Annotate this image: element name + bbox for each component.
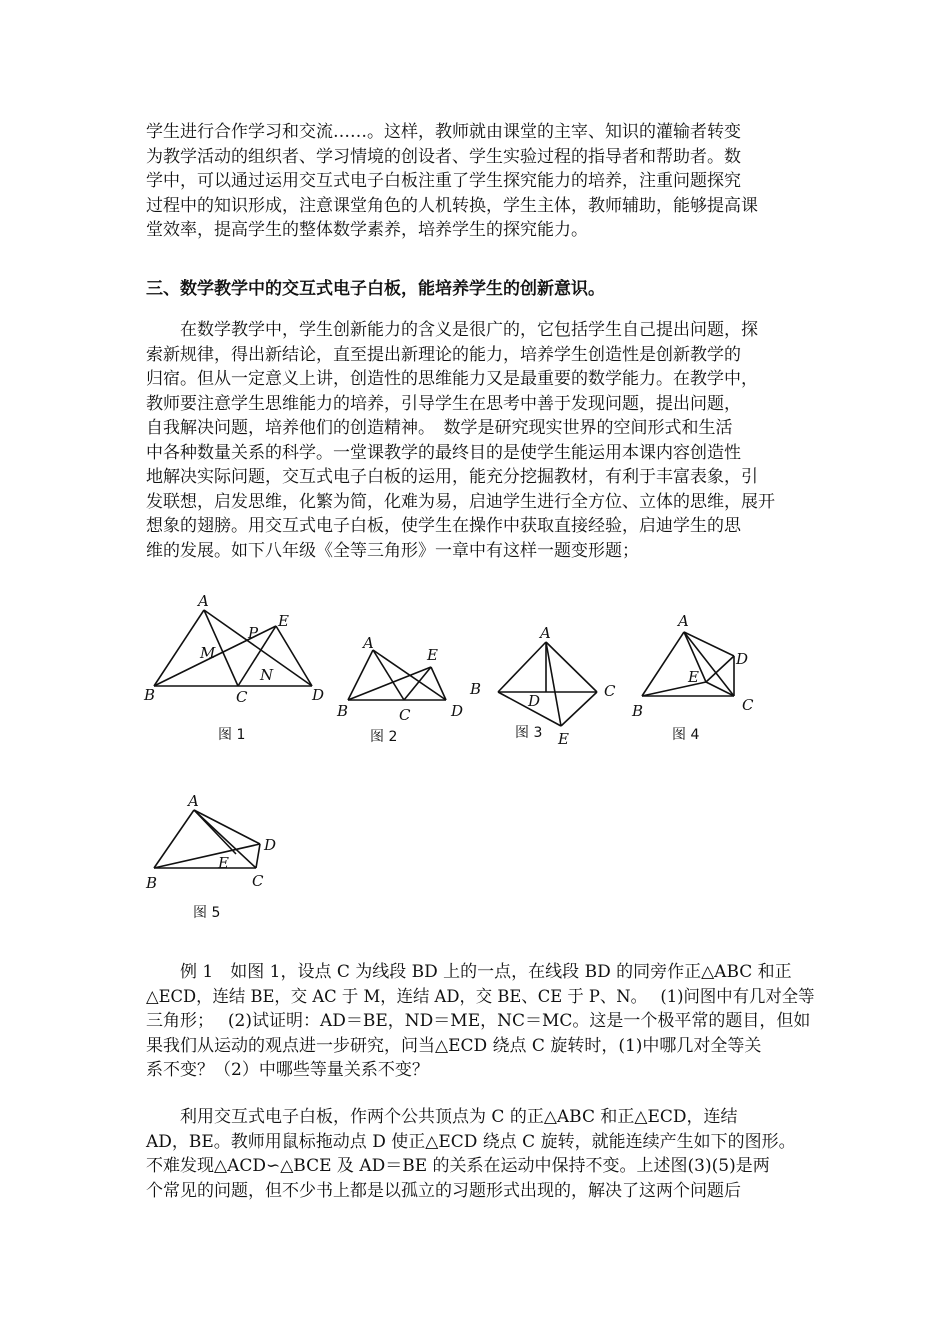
point-label: E <box>558 730 569 748</box>
text-line: △ECD，连结 BE，交 AC 于 M，连结 AD，交 BE、CE 于 P、N。 (1)问图中有几对全等 <box>146 986 815 1007</box>
point-label: C <box>252 872 264 890</box>
text-line: 索新规律，得出新结论，直至提出新理论的能力，培养学生创造性是创新教学的 <box>146 344 741 365</box>
text-line: 不难发现△ACD∽△BCE 及 AD＝BE 的关系在运动中保持不变。上述图(3)(5)是两 <box>146 1156 770 1176</box>
text-line: 地解决实际问题，交互式电子白板的运用，能充分挖掘教材，有利于丰富表象，引 <box>146 467 758 487</box>
section-heading: 三、数学教学中的交互式电子白板，能培养学生的创新意识。 <box>146 279 605 299</box>
text-line: 为教学活动的组织者、学习情境的创设者、学生实验过程的指导者和帮助者。数 <box>146 146 741 167</box>
figure-caption: 图 5 <box>193 905 221 921</box>
point-label: D <box>736 650 749 668</box>
text-line: 学中，可以通过运用交互式电子白板注重了学生探究能力的培养，注重问题探究 <box>146 171 741 191</box>
figure-caption: 图 1 <box>218 727 246 743</box>
section-paragraph <box>146 318 814 563</box>
point-label: N <box>260 666 274 684</box>
point-label: A <box>188 792 199 810</box>
figure-5 <box>140 788 280 898</box>
point-label: B <box>337 702 349 720</box>
point-label: A <box>678 612 689 630</box>
text-line: 例 1 如图 1，设点 C 为线段 BD 上的一点，在线段 BD 的同旁作正△ABC 和正 <box>180 962 792 982</box>
point-label: C <box>604 682 616 700</box>
text-line: 利用交互式电子白板，作两个公共顶点为 C 的正△ABC 和正△ECD，连结 <box>180 1107 738 1127</box>
point-label: D <box>451 702 464 720</box>
point-label: B <box>144 686 156 704</box>
text-line: 堂效率，提高学生的整体数学素养，培养学生的探究能力。 <box>146 220 588 240</box>
intro-paragraph <box>146 120 814 243</box>
point-label: M <box>200 644 216 662</box>
point-label: E <box>427 646 438 664</box>
text-line: 学生进行合作学习和交流……。这样，教师就由课堂的主宰、知识的灌输者转变 <box>146 122 741 142</box>
point-label: A <box>363 634 374 652</box>
figure-caption: 图 4 <box>672 727 700 743</box>
point-label: D <box>264 836 277 854</box>
figure-caption: 图 3 <box>515 725 543 741</box>
figure-1 <box>140 590 340 705</box>
point-label: A <box>198 592 209 610</box>
point-label: P <box>248 624 259 642</box>
text-line: 中各种数量关系的科学。一堂课教学的最终目的是使学生能运用本课内容创造性 <box>146 442 741 463</box>
figure-4 <box>628 610 768 720</box>
point-label: C <box>399 706 411 724</box>
figure-2 <box>335 632 470 722</box>
point-label: B <box>146 874 158 892</box>
point-label: E <box>688 668 699 686</box>
text-line: 发联想，启发思维，化繁为简，化难为易，启迪学生进行全方位、立体的思维，展开 <box>146 491 775 512</box>
text-line: 在数学教学中，学生创新能力的含义是很广的，它包括学生自己提出问题，探 <box>180 320 758 340</box>
text-line: 自我解决问题，培养他们的创造精神。 数学是研究现实世界的空间形式和生活 <box>146 418 733 438</box>
text-line: 果我们从运动的观点进一步研究，问当△ECD 绕点 C 旋转时，(1)中哪几对全等关 <box>146 1035 762 1056</box>
point-label: A <box>540 624 551 642</box>
point-label: C <box>236 688 248 706</box>
closing-paragraph <box>146 1105 814 1203</box>
point-label: E <box>278 612 289 630</box>
text-line: 归宿。但从一定意义上讲，创造性的思维能力又是最重要的数学能力。在教学中， <box>146 369 758 389</box>
example-paragraph <box>146 960 814 1083</box>
text-line: 个常见的问题，但不少书上都是以孤立的习题形式出现的，解决了这两个问题后 <box>146 1180 741 1201</box>
text-line: 维的发展。如下八年级《全等三角形》一章中有这样一题变形题； <box>146 540 639 561</box>
text-line: 想象的翅膀。用交互式电子白板，使学生在操作中获取直接经验，启迪学生的思 <box>146 516 741 536</box>
point-label: B <box>470 680 482 698</box>
text-line: 教师要注意学生思维能力的培养，引导学生在思考中善于发现问题，提出问题， <box>146 393 741 414</box>
point-label: C <box>742 696 754 714</box>
text-line: 三角形； (2)试证明：AD＝BE，ND＝ME，NC＝MC。这是一个极平常的题目，但如 <box>146 1011 811 1031</box>
figure-3 <box>466 622 626 747</box>
point-label: E <box>218 854 229 872</box>
text-line: 过程中的知识形成，注意课堂角色的人机转换，学生主体，教师辅助，能够提高课 <box>146 195 758 216</box>
text-line: 系不变？（2）中哪些等量关系不变？ <box>146 1060 429 1080</box>
point-label: D <box>528 692 541 710</box>
point-label: D <box>312 686 325 704</box>
point-label: B <box>632 702 644 720</box>
text-line: AD，BE。教师用鼠标拖动点 D 使正△ECD 绕点 C 旋转，就能连续产生如下的图形。 <box>146 1131 796 1152</box>
figure-caption: 图 2 <box>370 729 398 745</box>
